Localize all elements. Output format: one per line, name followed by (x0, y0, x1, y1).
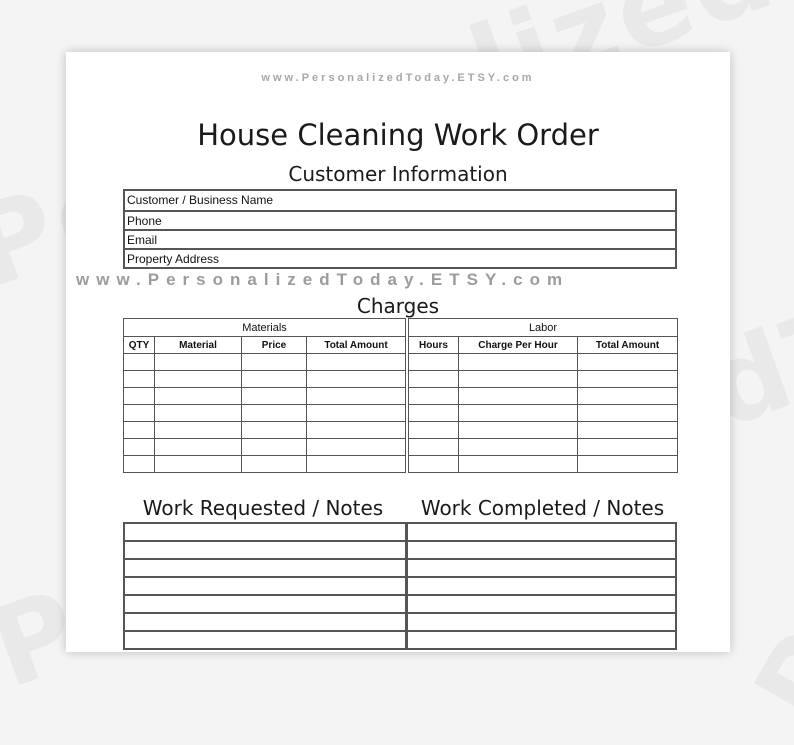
hours-column-header: Hours (409, 337, 459, 354)
background-watermark-3 (730, 0, 794, 745)
note-line (408, 560, 675, 578)
materials-group-label: Materials (124, 319, 406, 337)
blank-cell (124, 422, 155, 439)
materials-table (123, 318, 406, 473)
blank-row (409, 388, 678, 405)
blank-cell (155, 371, 242, 388)
blank-cell (242, 405, 307, 422)
blank-cell (124, 456, 155, 473)
note-line (125, 578, 405, 596)
blank-cell (409, 371, 459, 388)
blank-row (409, 456, 678, 473)
work-completed-notes-area (406, 522, 677, 650)
blank-cell (155, 354, 242, 371)
note-line (408, 578, 675, 596)
blank-cell (242, 422, 307, 439)
blank-cell (155, 388, 242, 405)
note-line (125, 524, 405, 542)
phone-field: Phone (125, 210, 675, 229)
blank-cell (459, 405, 578, 422)
blank-cell (578, 371, 678, 388)
blank-cell (578, 422, 678, 439)
work-requested-heading: Work Requested / Notes (142, 496, 384, 520)
top-url-watermark: www.PersonalizedToday.ETSY.com (261, 72, 535, 84)
blank-cell (578, 456, 678, 473)
charge-per-hour-column-header: Charge Per Hour (459, 337, 578, 354)
blank-cell (459, 388, 578, 405)
property-address-field: Property Address (125, 248, 675, 267)
blank-cell (307, 388, 406, 405)
price-column-header: Price (242, 337, 307, 354)
blank-row (124, 456, 406, 473)
blank-cell (307, 371, 406, 388)
qty-column-header: QTY (124, 337, 155, 354)
customer-information-table (123, 189, 677, 269)
work-requested-notes-area (123, 522, 407, 650)
blank-cell (409, 456, 459, 473)
note-line (408, 614, 675, 632)
blank-cell (242, 388, 307, 405)
blank-row (124, 405, 406, 422)
blank-cell (242, 354, 307, 371)
blank-cell (307, 405, 406, 422)
materials-total-amount-column-header: Total Amount (307, 337, 406, 354)
blank-cell (124, 354, 155, 371)
blank-cell (124, 388, 155, 405)
note-line (125, 560, 405, 578)
blank-cell (409, 388, 459, 405)
labor-table (408, 318, 678, 473)
blank-cell (307, 354, 406, 371)
blank-cell (459, 371, 578, 388)
blank-cell (307, 422, 406, 439)
blank-cell (242, 371, 307, 388)
blank-row (124, 371, 406, 388)
blank-cell (578, 354, 678, 371)
material-column-header: Material (155, 337, 242, 354)
blank-cell (459, 422, 578, 439)
labor-group-label: Labor (409, 319, 678, 337)
customer-name-field: Customer / Business Name (127, 193, 274, 207)
blank-cell (155, 439, 242, 456)
blank-cell (155, 422, 242, 439)
labor-total-amount-column-header: Total Amount (578, 337, 678, 354)
blank-cell (459, 456, 578, 473)
blank-row (124, 354, 406, 371)
blank-cell (409, 422, 459, 439)
blank-row (409, 422, 678, 439)
blank-cell (242, 456, 307, 473)
blank-cell (578, 388, 678, 405)
blank-cell (124, 439, 155, 456)
note-line (125, 542, 405, 560)
blank-cell (409, 405, 459, 422)
blank-cell (578, 405, 678, 422)
note-line (125, 614, 405, 632)
note-line (125, 596, 405, 614)
work-completed-heading: Work Completed / Notes (420, 496, 665, 520)
blank-cell (155, 456, 242, 473)
blank-cell (409, 439, 459, 456)
blank-cell (578, 439, 678, 456)
blank-row (409, 371, 678, 388)
work-order-sheet (66, 52, 730, 652)
charges-heading: Charges (356, 294, 440, 318)
blank-cell (459, 354, 578, 371)
email-field: Email (125, 229, 675, 248)
blank-cell (307, 439, 406, 456)
blank-row (409, 405, 678, 422)
blank-row (124, 439, 406, 456)
note-line (408, 524, 675, 542)
note-line (408, 596, 675, 614)
blank-cell (124, 371, 155, 388)
page-title: House Cleaning Work Order (197, 118, 599, 152)
blank-cell (124, 405, 155, 422)
blank-cell (242, 439, 307, 456)
blank-row (124, 388, 406, 405)
blank-row (409, 354, 678, 371)
blank-row (124, 422, 406, 439)
blank-cell (409, 354, 459, 371)
customer-information-heading: Customer Information (288, 162, 508, 186)
note-line (408, 542, 675, 560)
blank-cell (155, 405, 242, 422)
blank-cell (459, 439, 578, 456)
blank-cell (307, 456, 406, 473)
blank-row (409, 439, 678, 456)
center-url-watermark: www.PersonalizedToday.ETSY.com (76, 270, 570, 289)
